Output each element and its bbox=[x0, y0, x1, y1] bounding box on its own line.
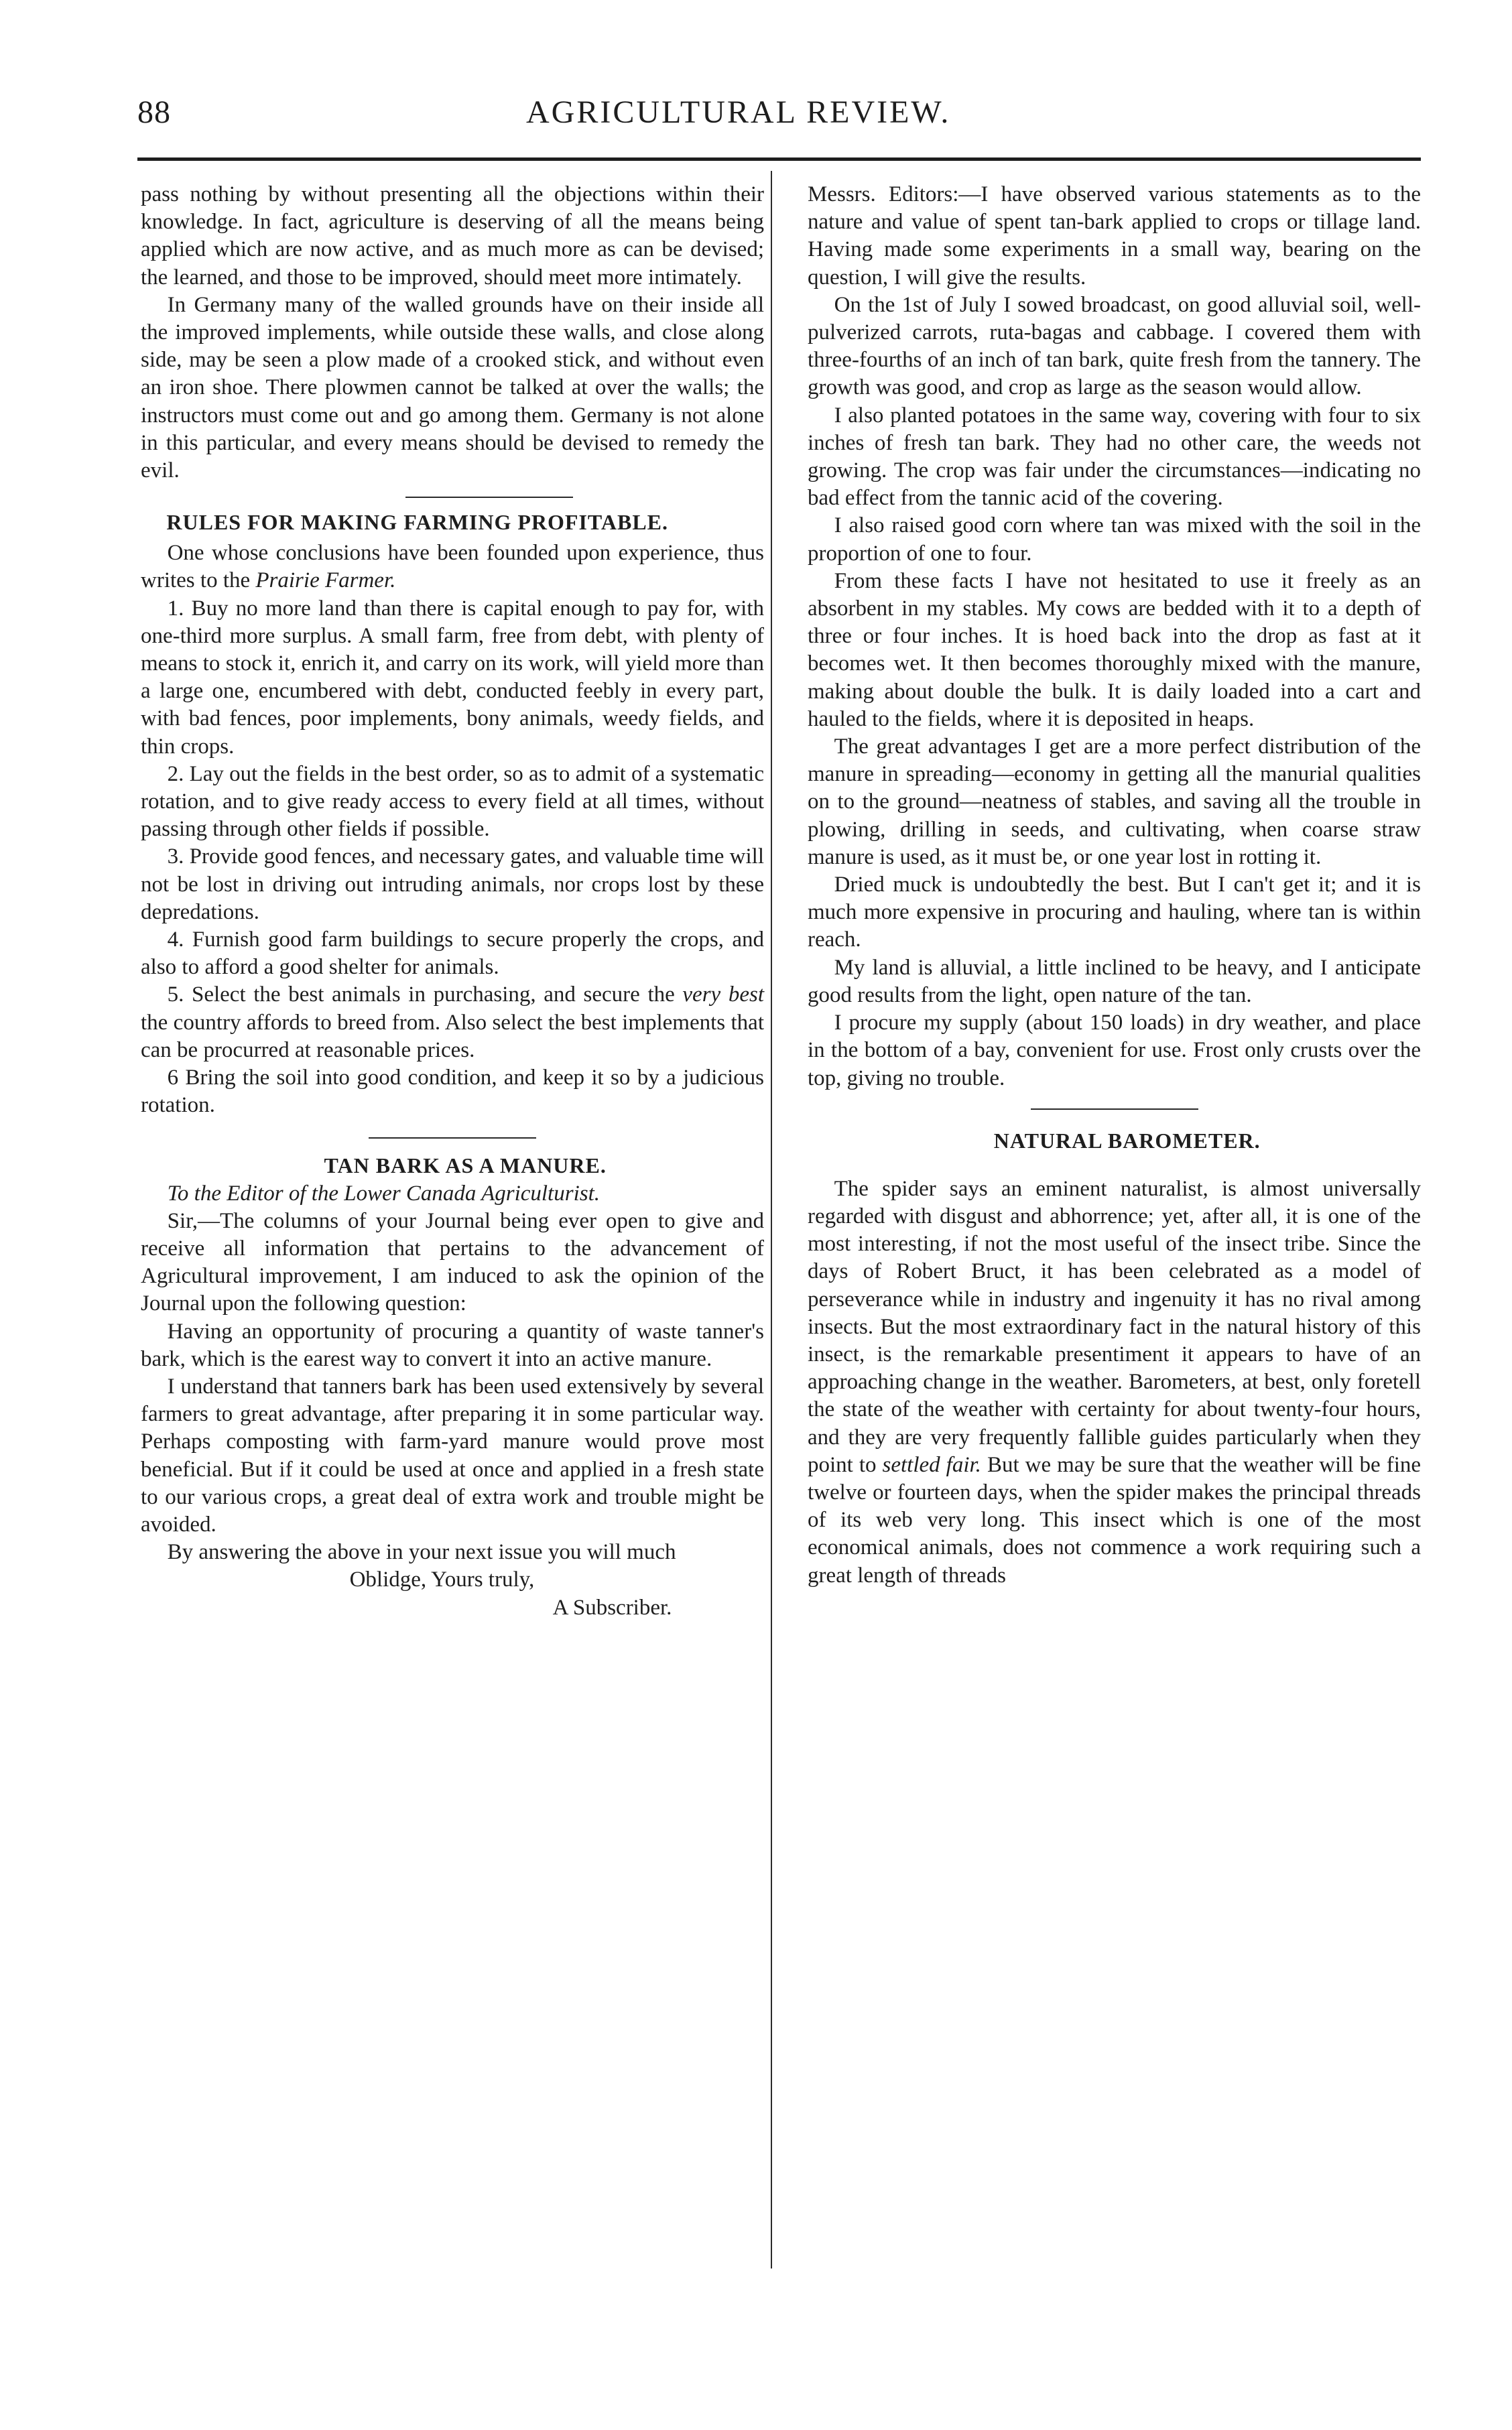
header-rule bbox=[137, 157, 1421, 161]
rule-item-3: 3. Provide good fences, and necessary gates, and valuable time will not be lost in driving out intruding animals, nor crops lost by these depredations. bbox=[141, 844, 764, 924]
letter-paragraph: Dried muck is undoubtedly the best. But I can't get it; and it is much more expensive in procuring and hauling, where tan is within reach. bbox=[808, 873, 1421, 952]
left-column bbox=[141, 181, 764, 1622]
tan-bark-salutation: To the Editor of the Lower Canada Agriculturist. bbox=[167, 1181, 600, 1206]
barometer-text-before: The spider says an eminent naturalist, is almost universally regarded with disgust and abhorrence; yet, after all, it is one of the most interesting, if not the most useful of the insect tribe. Since the days of Robert Bruct, it has been celebrated as a model of perseverance while in industry and ingenuity it has no rival among insects. But the most extraordinary fact in the natural history of this insect, is the remarkable presentiment it appears to have of an approaching change in the weather. Barometers, at best, only foretell the state of the weather with certainty for about twenty-four hours, and they are very frequently fallible guides particularly when they point to bbox=[808, 1176, 1421, 1477]
letter-paragraph: From these facts I have not hesitated to use it freely as an absorbent in my stables. My cows are bedded with it to a depth of three or four inches. It is hoed back into the drop as fast at it becomes wet. It then becomes thoroughly mixed with the manure, making about double the bulk. It is daily loaded into a cart and hauled to the fields, where it is deposited in heaps. bbox=[808, 568, 1421, 731]
letter-paragraph: On the 1st of July I sowed broadcast, on good alluvial soil, well-pulverized carrots, ruta-bagas and cabbage. I covered them with three-fourths of an inch of tan bark, quite fresh from the tannery. The growth was good, and crop as large as the season would allow. bbox=[808, 292, 1421, 400]
barometer-emphasis: settled fair. bbox=[882, 1452, 981, 1477]
rules-intro-source: Prairie Farmer. bbox=[255, 568, 396, 593]
letter-paragraph: My land is alluvial, a little inclined to be heavy, and I anticipate good results from the light, open nature of the tan. bbox=[808, 955, 1421, 1007]
section-rule bbox=[405, 497, 573, 498]
rules-intro-text: One whose conclusions have been founded upon experience, thus writes to the bbox=[141, 541, 764, 593]
rule-item-4: 4. Furnish good farm buildings to secure properly the crops, and also to afford a good shelter for animals. bbox=[141, 928, 764, 980]
tan-bark-paragraph: Having an opportunity of procuring a quantity of waste tanner's bark, which is the earest way to convert it into an active manure. bbox=[141, 1319, 764, 1371]
barometer-paragraph bbox=[808, 1175, 1421, 1590]
tan-bark-paragraph: Sir,—The columns of your Journal being ever open to give and receive all information that pertains to the advancement of Agricultural improvement, I am induced to ask the opinion of the Journal upon the following question: bbox=[141, 1208, 764, 1316]
barometer-heading: NATURAL BAROMETER. bbox=[993, 1128, 1261, 1153]
right-column bbox=[808, 181, 1421, 1590]
rule-item-5-before: 5. Select the best animals in purchasing, and secure the bbox=[167, 982, 675, 1007]
intro-paragraph: In Germany many of the walled grounds have on their inside all the improved implements, while outside these walls, and close along side, may be seen a plow made of a crooked stick, and without even an iron shoe. There plowmen cannot be talked at over the walls; the instructors must come out and go among them. Germany is not alone in this particular, and every means should be devised to remedy the evil. bbox=[141, 292, 764, 483]
section-rule bbox=[369, 1137, 536, 1139]
barometer-text-after: But we may be sure that the weather will be fine twelve or fourteen days, when the spider makes the principal threads of its web very long. This insect which is one of the most economical animals, does not commence a work requiring such a great length of threads bbox=[808, 1452, 1422, 1588]
running-title: AGRICULTURAL REVIEW. bbox=[526, 94, 951, 130]
tan-bark-paragraph: By answering the above in your next issue you will much bbox=[167, 1540, 676, 1565]
rule-item-5-emphasis: very best bbox=[682, 982, 764, 1007]
letter-paragraph: I procure my supply (about 150 loads) in dry weather, and place in the bottom of a bay, convenient for use. Frost only crusts over the top, giving no trouble. bbox=[808, 1011, 1421, 1090]
rule-item-2: 2. Lay out the fields in the best order, so as to admit of a systematic rotation, and to give ready access to every field at all times, without passing through other fields if possible. bbox=[141, 761, 764, 842]
letter-paragraph: The great advantages I get are a more perfect distribution of the manure in spreading—economy in getting all the manurial qualities on to the ground—neatness of stables, and saving all the trouble in plowing, drilling in seeds, and cultivating, when coarse straw manure is used, as it must be, or one year lost in rotting it. bbox=[808, 734, 1421, 869]
tan-bark-paragraph: I understand that tanners bark has been used extensively by several farmers to great advantage, after preparing it in some particular way. Perhaps composting with farm-yard manure would prove most beneficial. But if it could be used at once and applied in a fresh state to our various crops, a great deal of extra work and trouble might be avoided. bbox=[141, 1374, 764, 1537]
letter-closing: Oblidge, Yours truly, bbox=[349, 1568, 535, 1592]
page-header bbox=[137, 87, 1424, 141]
page-number: 88 bbox=[137, 94, 171, 130]
letter-signature: A Subscriber. bbox=[552, 1595, 672, 1620]
intro-paragraph: pass nothing by without presenting all the objections within their knowledge. In fact, agriculture is deserving of all the means being applied which are now active, and as much more as can be devised; the learned, and those to be improved, should meet more intimately. bbox=[141, 182, 764, 290]
tan-bark-heading: TAN BARK AS A MANURE. bbox=[324, 1153, 607, 1177]
section-rule bbox=[1031, 1108, 1198, 1110]
rules-heading: RULES FOR MAKING FARMING PROFITABLE. bbox=[166, 510, 668, 535]
rules-intro bbox=[141, 539, 764, 594]
rule-item-5-after: the country affords to breed from. Also select the best implements that can be procurred at reasonable prices. bbox=[141, 1010, 764, 1062]
rule-item-6: 6 Bring the soil into good condition, and keep it so by a judicious rotation. bbox=[141, 1066, 764, 1118]
rule-item-1: 1. Buy no more land than there is capital enough to pay for, with one-third more surplus. A small farm, free from debt, with plenty of means to stock it, enrich it, and carry on its work, will yield more than a large one, encumbered with debt, conducted feebly in every part, with bad fences, poor implements, bony animals, weedy fields, and thin crops. bbox=[141, 596, 764, 759]
letter-paragraph: I also planted potatoes in the same way, covering with four to six inches of fresh tan bark. They had no other care, the weeds not growing. The crop was fair under the circumstances—indicating no bad effect from the tannic acid of the covering. bbox=[808, 403, 1421, 511]
letter-paragraph: I also raised good corn where tan was mixed with the soil in the proportion of one to four. bbox=[808, 513, 1421, 566]
column-divider bbox=[771, 171, 772, 2268]
rule-item-5 bbox=[141, 981, 764, 1064]
letter-paragraph: Messrs. Editors:—I have observed various statements as to the nature and value of spent tan-bark applied to crops or tillage land. Having made some experiments in a small way, bearing on the question, I will give the results. bbox=[808, 182, 1421, 290]
